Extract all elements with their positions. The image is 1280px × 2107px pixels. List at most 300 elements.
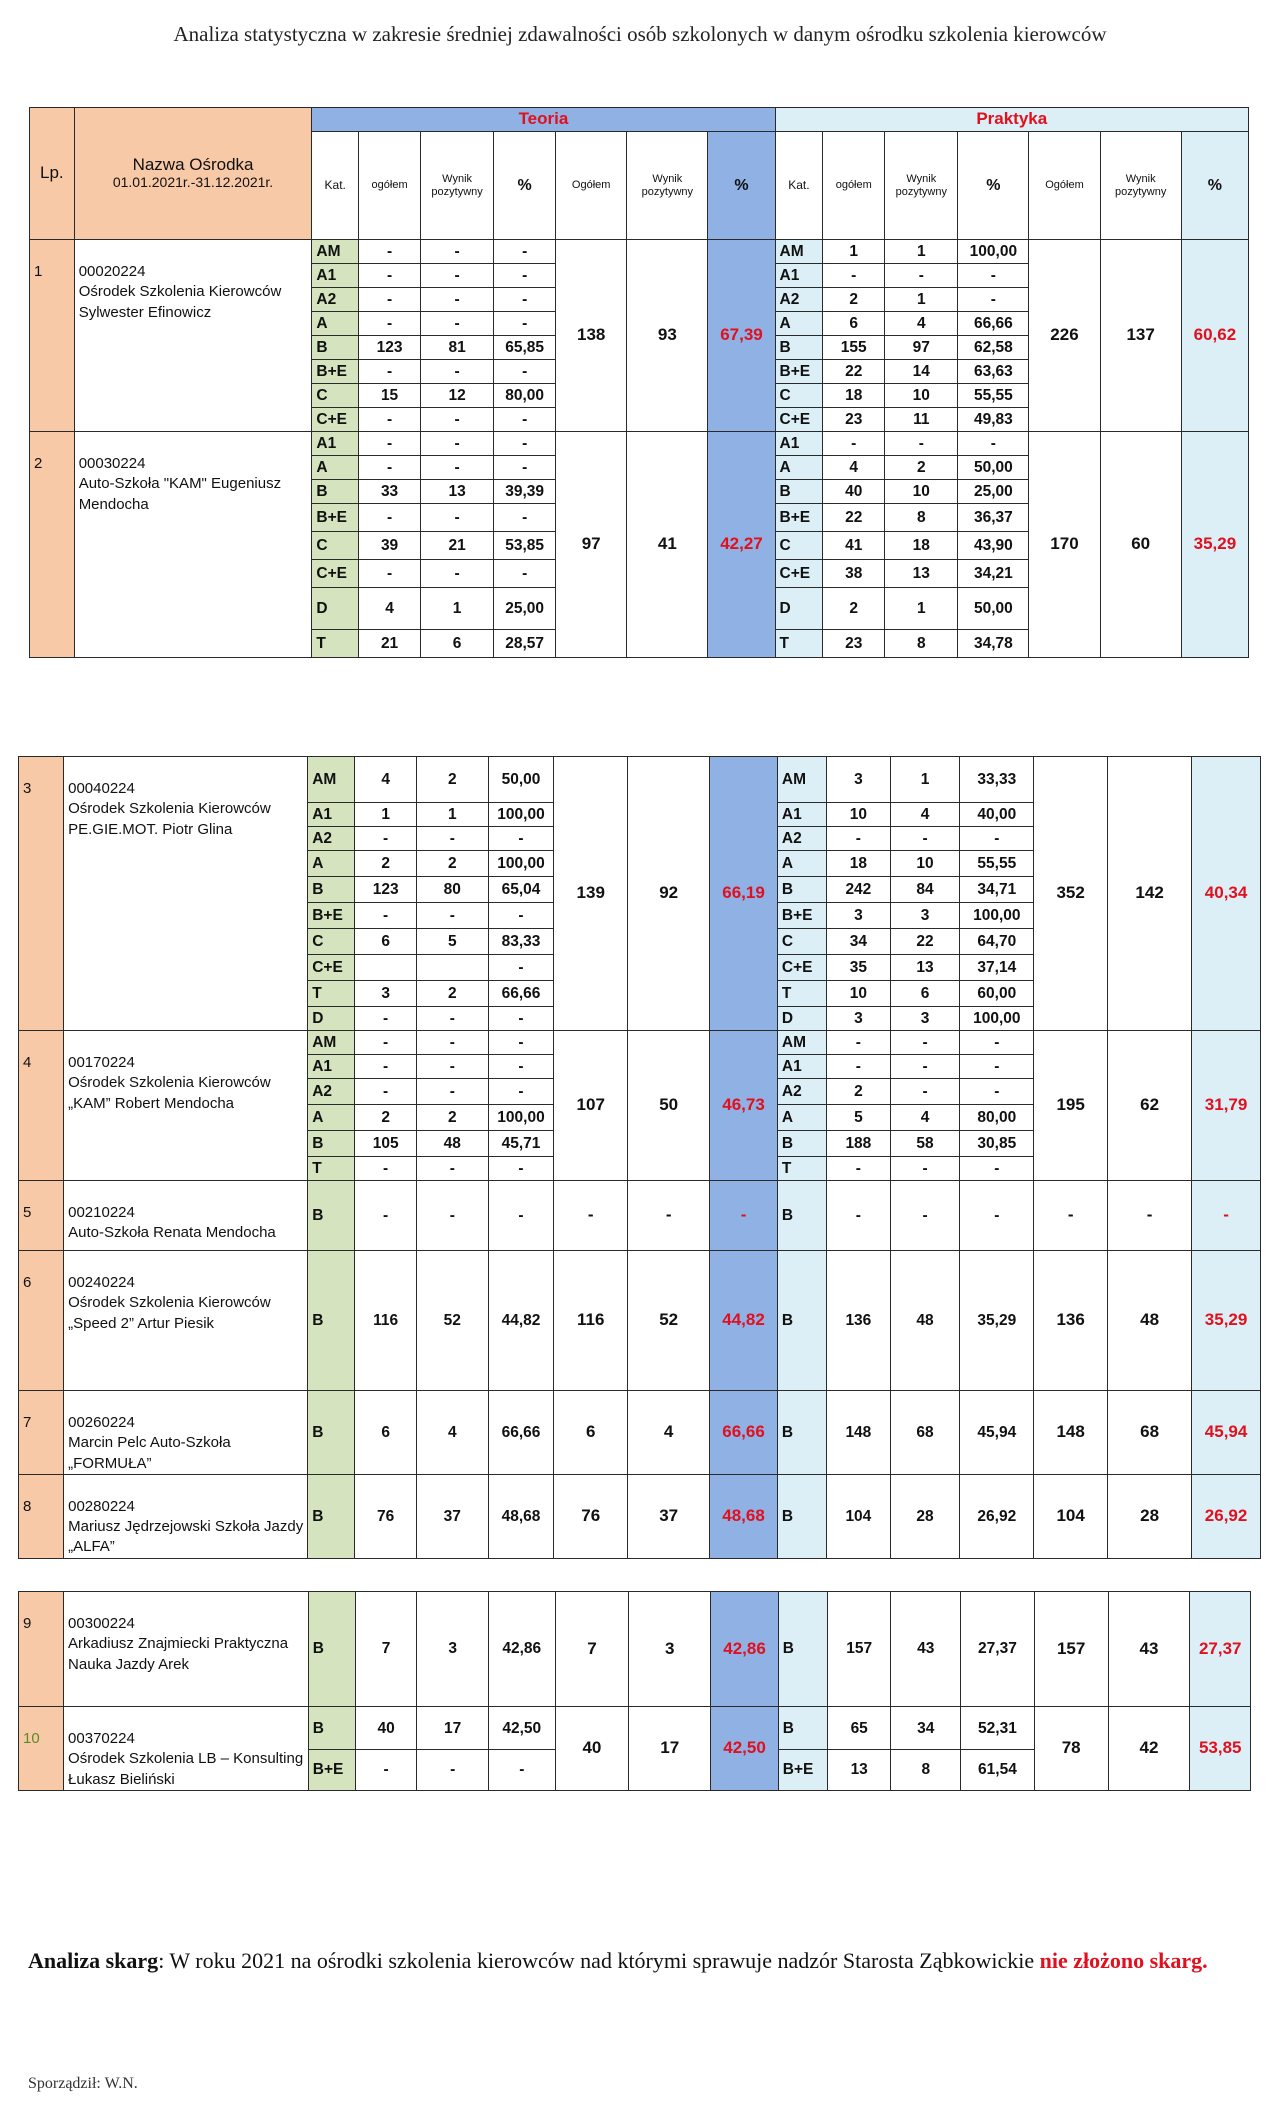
- theory-category: T: [312, 630, 359, 658]
- practice-percent: 33,33: [960, 757, 1034, 803]
- practice-total-percent: 26,92: [1192, 1474, 1261, 1558]
- theory-total: 138: [556, 240, 627, 432]
- theory-positive: 4: [416, 1391, 488, 1475]
- practice-percent: 45,94: [960, 1391, 1034, 1475]
- theory-positive: 52: [416, 1251, 488, 1391]
- complaints-analysis: [28, 1945, 1248, 1977]
- practice-count: 188: [827, 1131, 891, 1157]
- practice-positive: 4: [885, 312, 958, 336]
- practice-count: 2: [823, 288, 885, 312]
- lp-header: Lp.: [30, 108, 75, 240]
- theory-positive: -: [416, 903, 488, 929]
- practice-total-percent: 45,94: [1192, 1391, 1261, 1475]
- practice-category: B: [775, 336, 823, 360]
- theory-total-positive: 3: [629, 1592, 711, 1707]
- center-name: Ośrodek Szkolenia Kierowców „KAM” Robert Mendocha: [68, 1074, 271, 1112]
- name-header-dates: 01.01.2021r.-31.12.2021r.: [112, 174, 274, 191]
- theory-positive: -: [416, 1007, 488, 1031]
- theory-positive: -: [421, 360, 494, 384]
- practice-count: 136: [827, 1251, 891, 1391]
- practice-positive: 1: [885, 588, 958, 630]
- theory-percent: 48,68: [488, 1474, 554, 1558]
- theory-category: AM: [308, 1031, 355, 1055]
- theory-percent: -: [494, 408, 556, 432]
- theory-count: 21: [359, 630, 421, 658]
- theory-category: A: [312, 456, 359, 480]
- center-name: Auto-Szkoła "KAM" Eugeniusz Mendocha: [78, 475, 282, 513]
- practice-count: 3: [827, 1007, 891, 1031]
- practice-kat-header: Kat.: [775, 132, 823, 240]
- practice-total: 195: [1034, 1031, 1108, 1181]
- practice-category: A2: [775, 288, 823, 312]
- practice-category: A2: [777, 1079, 826, 1105]
- practice-category: D: [777, 1007, 826, 1031]
- practice-total: 352: [1034, 757, 1108, 1031]
- practice-positive: -: [885, 264, 958, 288]
- name-header-label: Nazwa Ośrodka: [132, 155, 254, 175]
- practice-positive: 84: [890, 877, 960, 903]
- theory-total-pct-header: %: [708, 132, 775, 240]
- theory-percent: 65,04: [488, 877, 554, 903]
- practice-percent: 66,66: [958, 312, 1029, 336]
- practice-total-pos-header: Wynik pozytywny: [1100, 132, 1181, 240]
- practice-count: 23: [823, 630, 885, 658]
- practice-percent: -: [958, 432, 1029, 456]
- theory-count: 2: [355, 851, 417, 877]
- theory-positive: -: [416, 1157, 488, 1181]
- theory-percent: -: [488, 1055, 554, 1079]
- theory-count: -: [355, 827, 417, 851]
- center-name-cell: [64, 1251, 308, 1391]
- theory-category: A: [312, 312, 359, 336]
- practice-positive: 3: [890, 903, 960, 929]
- practice-positive: 10: [890, 851, 960, 877]
- practice-percent: 36,37: [958, 504, 1029, 532]
- practice-total-percent: 53,85: [1190, 1707, 1251, 1791]
- theory-positive: -: [417, 1750, 489, 1791]
- practice-positive: 58: [890, 1131, 960, 1157]
- theory-count: -: [359, 408, 421, 432]
- theory-positive: 1: [421, 588, 494, 630]
- practice-positive: 13: [885, 560, 958, 588]
- theory-positive: 1: [416, 803, 488, 827]
- theory-percent: 44,82: [488, 1251, 554, 1391]
- practice-percent: 34,71: [960, 877, 1034, 903]
- practice-count: 18: [823, 384, 885, 408]
- theory-category: B+E: [308, 903, 355, 929]
- theory-count: -: [355, 1181, 417, 1251]
- practice-percent: 26,92: [960, 1474, 1034, 1558]
- theory-percent: -: [488, 827, 554, 851]
- table-row: [19, 1031, 1261, 1055]
- theory-positive: -: [416, 1055, 488, 1079]
- center-lp: 2: [30, 432, 75, 658]
- practice-category: B: [775, 480, 823, 504]
- theory-total-positive: 50: [628, 1031, 710, 1181]
- theory-total-positive: 92: [628, 757, 710, 1031]
- theory-total-percent: 48,68: [710, 1474, 778, 1558]
- theory-category: A1: [312, 264, 359, 288]
- theory-category: B: [308, 877, 355, 903]
- theory-percent: 65,85: [494, 336, 556, 360]
- practice-positive: 14: [885, 360, 958, 384]
- table-row: [30, 432, 1249, 456]
- theory-positive: -: [421, 240, 494, 264]
- practice-category: B+E: [775, 360, 823, 384]
- practice-percent: 100,00: [960, 1007, 1034, 1031]
- practice-total: 226: [1029, 240, 1100, 432]
- theory-percent: -: [494, 264, 556, 288]
- practice-total-percent: 31,79: [1192, 1031, 1261, 1181]
- practice-count: 10: [827, 981, 891, 1007]
- practice-positive: -: [885, 432, 958, 456]
- theory-pct-header: %: [494, 132, 556, 240]
- center-code: 00240224: [68, 1274, 135, 1291]
- practice-positive: 68: [890, 1391, 960, 1475]
- theory-category: A2: [312, 288, 359, 312]
- theory-category: A2: [308, 1079, 355, 1105]
- practice-total-percent: -: [1192, 1181, 1261, 1251]
- name-header: [74, 108, 312, 240]
- practice-category: B: [777, 1181, 826, 1251]
- practice-count: 155: [823, 336, 885, 360]
- practice-count: 148: [827, 1391, 891, 1475]
- practice-count: -: [827, 1031, 891, 1055]
- center-name-cell: [64, 1707, 309, 1791]
- practice-count: 4: [823, 456, 885, 480]
- practice-category: B: [777, 1391, 826, 1475]
- theory-count: -: [359, 240, 421, 264]
- theory-count: 3: [355, 981, 417, 1007]
- theory-category: B: [308, 1181, 355, 1251]
- theory-category: D: [312, 588, 359, 630]
- theory-positive: -: [421, 288, 494, 312]
- theory-positive: 37: [416, 1474, 488, 1558]
- theory-count: -: [359, 560, 421, 588]
- theory-positive: -: [421, 504, 494, 532]
- center-code: 00040224: [68, 780, 135, 797]
- practice-positive: 10: [885, 480, 958, 504]
- theory-category: B: [308, 1391, 355, 1475]
- theory-total-positive: 4: [628, 1391, 710, 1475]
- practice-total-header: Ogółem: [1029, 132, 1100, 240]
- practice-category: A1: [777, 1055, 826, 1079]
- practice-wynik-header: Wynik pozytywny: [885, 132, 958, 240]
- theory-count: 15: [359, 384, 421, 408]
- theory-positive: -: [421, 408, 494, 432]
- theory-percent: -: [488, 1157, 554, 1181]
- theory-count: 33: [359, 480, 421, 504]
- theory-category: A1: [308, 1055, 355, 1079]
- theory-positive: 2: [416, 757, 488, 803]
- table-row: [19, 757, 1261, 803]
- practice-positive: -: [890, 1079, 960, 1105]
- theory-category: B: [312, 480, 359, 504]
- center-code: 00370224: [68, 1730, 135, 1747]
- theory-category: B+E: [308, 1750, 355, 1791]
- practice-positive: 3: [890, 1007, 960, 1031]
- practice-percent: 64,70: [960, 929, 1034, 955]
- center-name: Ośrodek Szkolenia Kierowców „Speed 2” Artur Piesik: [68, 1294, 271, 1332]
- theory-percent: 28,57: [494, 630, 556, 658]
- center-name-cell: [64, 1474, 308, 1558]
- theory-total: 6: [554, 1391, 628, 1475]
- practice-total-positive: 43: [1108, 1592, 1190, 1707]
- center-code: 00030224: [78, 455, 146, 472]
- practice-pct-header: %: [958, 132, 1029, 240]
- theory-category: B: [312, 336, 359, 360]
- signature: Sporządził: W.N.: [28, 2075, 138, 2092]
- center-code: 00300224: [68, 1615, 135, 1632]
- theory-count: 4: [355, 757, 417, 803]
- practice-percent: -: [960, 1055, 1034, 1079]
- center-code: 00280224: [68, 1497, 135, 1515]
- theory-percent: 66,66: [488, 981, 554, 1007]
- practice-percent: 27,37: [961, 1592, 1035, 1707]
- theory-count: -: [359, 288, 421, 312]
- practice-category: D: [775, 588, 823, 630]
- theory-positive: 13: [421, 480, 494, 504]
- practice-total-positive: 137: [1100, 240, 1181, 432]
- center-lp: 6: [19, 1251, 64, 1391]
- practice-positive: 48: [890, 1251, 960, 1391]
- practice-category: B: [777, 1474, 826, 1558]
- theory-total-positive: -: [628, 1181, 710, 1251]
- center-name-cell: [74, 240, 312, 432]
- center-lp: 10: [19, 1707, 64, 1791]
- theory-category: A1: [308, 803, 355, 827]
- theory-category: B+E: [312, 504, 359, 532]
- center-name-cell: [74, 432, 312, 658]
- practice-count: 41: [823, 532, 885, 560]
- practice-positive: 1: [890, 757, 960, 803]
- practice-category: C+E: [775, 408, 823, 432]
- practice-category: B+E: [778, 1750, 827, 1791]
- center-lp: 8: [19, 1474, 64, 1558]
- theory-count: 123: [355, 877, 417, 903]
- theory-category: D: [308, 1007, 355, 1031]
- theory-positive: -: [421, 456, 494, 480]
- theory-count: 105: [355, 1131, 417, 1157]
- practice-total-positive: 142: [1108, 757, 1192, 1031]
- practice-positive: 8: [885, 504, 958, 532]
- theory-percent: -: [488, 1007, 554, 1031]
- theory-total: 139: [554, 757, 628, 1031]
- theory-count: -: [355, 1007, 417, 1031]
- theory-category: B: [308, 1251, 355, 1391]
- theory-category: C: [312, 384, 359, 408]
- theory-percent: -: [488, 1181, 554, 1251]
- practice-count: 22: [823, 504, 885, 532]
- practice-category: A: [775, 312, 823, 336]
- theory-count: 123: [359, 336, 421, 360]
- theory-count: -: [359, 312, 421, 336]
- complaints-highlight: nie złożono skarg.: [1039, 1948, 1208, 1973]
- practice-category: A1: [775, 432, 823, 456]
- theory-total-percent: 66,66: [710, 1391, 778, 1475]
- theory-positive: -: [416, 1181, 488, 1251]
- theory-total-percent: 42,86: [711, 1592, 779, 1707]
- practice-positive: 97: [885, 336, 958, 360]
- practice-percent: -: [960, 1157, 1034, 1181]
- practice-count: 157: [827, 1592, 890, 1707]
- practice-positive: 10: [885, 384, 958, 408]
- theory-kat-header: Kat.: [312, 132, 359, 240]
- theory-total: 40: [555, 1707, 629, 1791]
- practice-total: 148: [1034, 1391, 1108, 1475]
- theory-positive: -: [421, 312, 494, 336]
- theory-count: 6: [355, 1391, 417, 1475]
- practice-positive: 1: [885, 240, 958, 264]
- theory-total-percent: 42,50: [711, 1707, 779, 1791]
- practice-percent: 25,00: [958, 480, 1029, 504]
- theory-percent: 100,00: [488, 803, 554, 827]
- practice-count: 10: [827, 803, 891, 827]
- practice-positive: 4: [890, 803, 960, 827]
- table-row: [19, 1251, 1261, 1391]
- practice-count: -: [827, 827, 891, 851]
- theory-positive: 21: [421, 532, 494, 560]
- practice-category: T: [777, 981, 826, 1007]
- theory-category: AM: [312, 240, 359, 264]
- practice-positive: 22: [890, 929, 960, 955]
- theory-positive: -: [416, 1031, 488, 1055]
- practice-percent: -: [960, 1181, 1034, 1251]
- theory-percent: -: [494, 560, 556, 588]
- practice-category: A: [775, 456, 823, 480]
- center-code: 00020224: [78, 263, 146, 280]
- theory-percent: -: [494, 432, 556, 456]
- theory-header: Teoria: [312, 108, 775, 132]
- practice-percent: 37,14: [960, 955, 1034, 981]
- theory-count: -: [355, 1055, 417, 1079]
- theory-percent: 80,00: [494, 384, 556, 408]
- center-code: 00170224: [68, 1054, 135, 1071]
- practice-count: 38: [823, 560, 885, 588]
- theory-percent: 53,85: [494, 532, 556, 560]
- theory-positive: -: [421, 432, 494, 456]
- theory-percent: 100,00: [488, 851, 554, 877]
- theory-positive: 5: [416, 929, 488, 955]
- table-row: [19, 1474, 1261, 1558]
- theory-category: A1: [312, 432, 359, 456]
- center-lp: 9: [19, 1592, 64, 1707]
- theory-positive: 81: [421, 336, 494, 360]
- practice-count: 1: [823, 240, 885, 264]
- practice-count: 6: [823, 312, 885, 336]
- theory-total: 97: [556, 432, 627, 658]
- theory-positive: 2: [416, 981, 488, 1007]
- practice-total-positive: 28: [1108, 1474, 1192, 1558]
- center-lp: 1: [30, 240, 75, 432]
- practice-positive: 1: [885, 288, 958, 312]
- complaints-text: : W roku 2021 na ośrodki szkolenia kierowców nad którymi sprawuje nadzór Starosta Ząbkowickie: [158, 1948, 1040, 1973]
- practice-total-positive: 48: [1108, 1251, 1192, 1391]
- theory-percent: 100,00: [488, 1105, 554, 1131]
- practice-positive: 11: [885, 408, 958, 432]
- practice-category: B: [777, 877, 826, 903]
- practice-percent: 63,63: [958, 360, 1029, 384]
- theory-count: -: [359, 264, 421, 288]
- table-row: [19, 1592, 1251, 1707]
- theory-positive: 48: [416, 1131, 488, 1157]
- practice-percent: 49,83: [958, 408, 1029, 432]
- practice-count: 104: [827, 1474, 891, 1558]
- practice-category: B: [778, 1592, 827, 1707]
- theory-count: [355, 955, 417, 981]
- center-name: Ośrodek Szkolenia LB – Konsulting Łukasz Bieliński: [68, 1750, 304, 1788]
- center-lp: 7: [19, 1391, 64, 1475]
- theory-percent: -: [494, 240, 556, 264]
- practice-total: -: [1034, 1181, 1108, 1251]
- theory-total-positive: 37: [628, 1474, 710, 1558]
- practice-category: B: [777, 1251, 826, 1391]
- theory-total-pos-header: Wynik pozytywny: [627, 132, 708, 240]
- practice-count: 242: [827, 877, 891, 903]
- practice-count: 22: [823, 360, 885, 384]
- theory-category: C+E: [312, 408, 359, 432]
- practice-percent: 100,00: [960, 903, 1034, 929]
- results-table-2: [18, 756, 1261, 1559]
- theory-category: B: [308, 1707, 355, 1750]
- table-row: [19, 1181, 1261, 1251]
- practice-total-percent: 35,29: [1181, 432, 1248, 658]
- theory-category: B: [308, 1592, 355, 1707]
- practice-category: C: [775, 384, 823, 408]
- theory-percent: -: [494, 312, 556, 336]
- theory-count: -: [359, 504, 421, 532]
- practice-positive: -: [890, 1055, 960, 1079]
- practice-total-positive: -: [1108, 1181, 1192, 1251]
- theory-category: C: [312, 532, 359, 560]
- theory-count: 76: [355, 1474, 417, 1558]
- theory-positive: 2: [416, 851, 488, 877]
- theory-percent: -: [494, 504, 556, 532]
- theory-total: 76: [554, 1474, 628, 1558]
- theory-category: T: [308, 981, 355, 1007]
- theory-wynik-header: Wynik pozytywny: [421, 132, 494, 240]
- center-lp: 5: [19, 1181, 64, 1251]
- center-name-cell: [64, 1031, 308, 1181]
- practice-percent: 50,00: [958, 456, 1029, 480]
- theory-total-positive: 17: [629, 1707, 711, 1791]
- practice-percent: 50,00: [958, 588, 1029, 630]
- practice-count: -: [827, 1181, 891, 1251]
- practice-count: 3: [827, 757, 891, 803]
- practice-count: -: [827, 1157, 891, 1181]
- theory-count: 6: [355, 929, 417, 955]
- page-title: Analiza statystyczna w zakresie średniej zdawalności osób szkolonych w danym ośrodku szkolenia kierowców: [173, 22, 1107, 46]
- practice-percent: 34,21: [958, 560, 1029, 588]
- practice-percent: -: [958, 264, 1029, 288]
- practice-count: 3: [827, 903, 891, 929]
- practice-positive: -: [890, 827, 960, 851]
- practice-category: T: [775, 630, 823, 658]
- practice-percent: 55,55: [958, 384, 1029, 408]
- practice-count: 2: [827, 1079, 891, 1105]
- practice-percent: -: [960, 1079, 1034, 1105]
- practice-positive: 43: [891, 1592, 961, 1707]
- table-row: [19, 1391, 1261, 1475]
- practice-count: 23: [823, 408, 885, 432]
- practice-category: A: [777, 851, 826, 877]
- theory-category: A2: [308, 827, 355, 851]
- theory-category: C+E: [312, 560, 359, 588]
- practice-total-positive: 60: [1100, 432, 1181, 658]
- theory-category: A: [308, 851, 355, 877]
- practice-percent: 80,00: [960, 1105, 1034, 1131]
- center-code: 00210224: [68, 1204, 135, 1221]
